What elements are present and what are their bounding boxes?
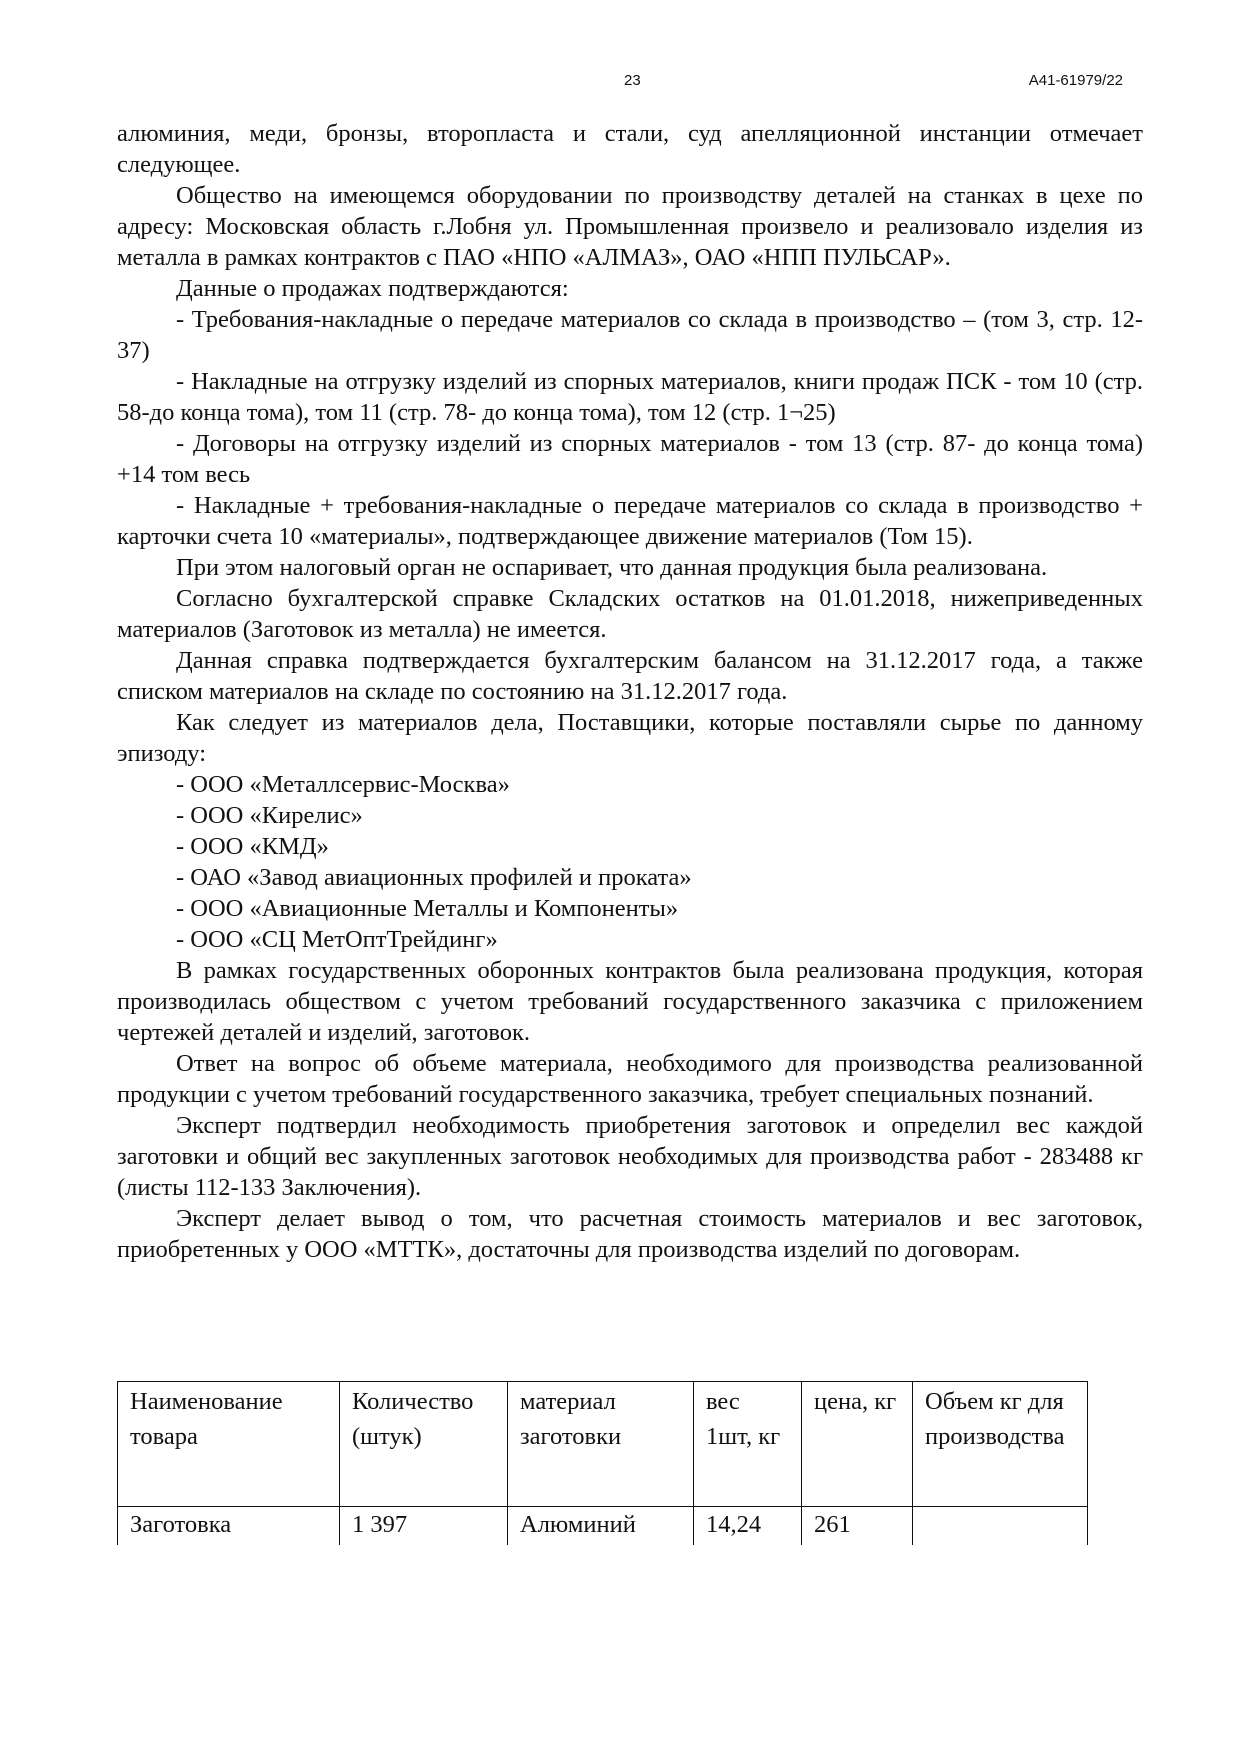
paragraph: Общество на имеющемся оборудовании по производству деталей на станках в цехе по адресу: Московская область г.Лобня ул. Промышленная произвело и реализовало изделия из металла в рамках контрактов с ПАО «НПО «АЛМАЗ», ОАО «НПП ПУЛЬСАР». [117,182,1143,271]
table-cell: 14,24 [694,1507,802,1546]
case-number: А41-61979/22 [1028,72,1123,89]
list-item: - Договоры на отгрузку изделий из спорных материалов - том 13 (стр. 87- до конца тома) +14 том весь [117,430,1143,488]
supplier-item: - ООО «СЦ МетОптТрейдинг» [176,926,498,953]
table-cell [913,1507,1088,1546]
table-header-row [118,1382,1088,1507]
paragraph: Ответ на вопрос об объеме материала, необходимого для производства реализованной продукции с учетом требований государственного заказчика, требует специальных познаний. [117,1050,1143,1108]
table-cell: Заготовка [118,1507,340,1546]
paragraph: В рамках государственных оборонных контрактов была реализована продукция, которая производилась обществом с учетом требований государственного заказчика с приложением чертежей деталей и изделий, заготовок. [117,957,1143,1046]
paragraph: При этом налоговый орган не оспаривает, что данная продукция была реализована. [176,554,1048,581]
table-cell: Алюминий [508,1507,694,1546]
supplier-item: - ОАО «Завод авиационных профилей и проката» [176,864,692,891]
table-row [118,1507,1088,1546]
paragraph: Данная справка подтверждается бухгалтерским балансом на 31.12.2017 года, а также списком материалов на складе по состоянию на 31.12.2017 года. [117,647,1143,705]
table-header-cell: материал заготовки [508,1382,694,1507]
paragraph: Эксперт делает вывод о том, что расчетная стоимость материалов и вес заготовок, приобретенных у ООО «МТТК», достаточны для производства изделий по договорам. [117,1205,1143,1263]
table-header-cell: Количество (штук) [340,1382,508,1507]
table-cell: 1 397 [340,1507,508,1546]
table-header-cell: цена, кг [802,1382,913,1507]
list-item: - Накладные + требования-накладные о передаче материалов со склада в производство + карточки счета 10 «материалы», подтверждающее движение материалов (Том 15). [117,492,1143,550]
materials-table [117,1381,1088,1545]
supplier-item: - ООО «КМД» [176,833,329,860]
table-header-cell: Объем кг для производства [913,1382,1088,1507]
table-header-cell: вес 1шт, кг [694,1382,802,1507]
list-item: - Требования-накладные о передаче материалов со склада в производство – (том 3, стр. 12-37) [117,306,1143,364]
document-body [117,118,1143,1265]
supplier-item: - ООО «Авиационные Металлы и Компоненты» [176,895,679,922]
supplier-item: - ООО «Кирелис» [176,802,363,829]
paragraph: Эксперт подтвердил необходимость приобретения заготовок и определил вес каждой заготовки и общий вес закупленных заготовок необходимых для производства работ - 283488 кг (листы 112-133 Заключения). [117,1112,1143,1201]
list-item: - Накладные на отгрузку изделий из спорных материалов, книги продаж ПСК - том 10 (стр. 58-до конца тома), том 11 (стр. 78- до конца тома), том 12 (стр. 1¬25) [117,368,1143,426]
page-number: 23 [624,72,641,89]
paragraph: Как следует из материалов дела, Поставщики, которые поставляли сырье по данному эпизоду: [117,709,1143,767]
paragraph: Данные о продажах подтверждаются: [176,275,569,302]
table-cell: 261 [802,1507,913,1546]
supplier-item: - ООО «Металлсервис-Москва» [176,771,510,798]
paragraph: Согласно бухгалтерской справке Складских остатков на 01.01.2018, нижеприведенных материалов (Заготовок из металла) не имеется. [117,585,1143,643]
table-header-cell: Наименование товара [118,1382,340,1507]
paragraph: алюминия, меди, бронзы, второпласта и стали, суд апелляционной инстанции отмечает следующее. [117,120,1143,178]
